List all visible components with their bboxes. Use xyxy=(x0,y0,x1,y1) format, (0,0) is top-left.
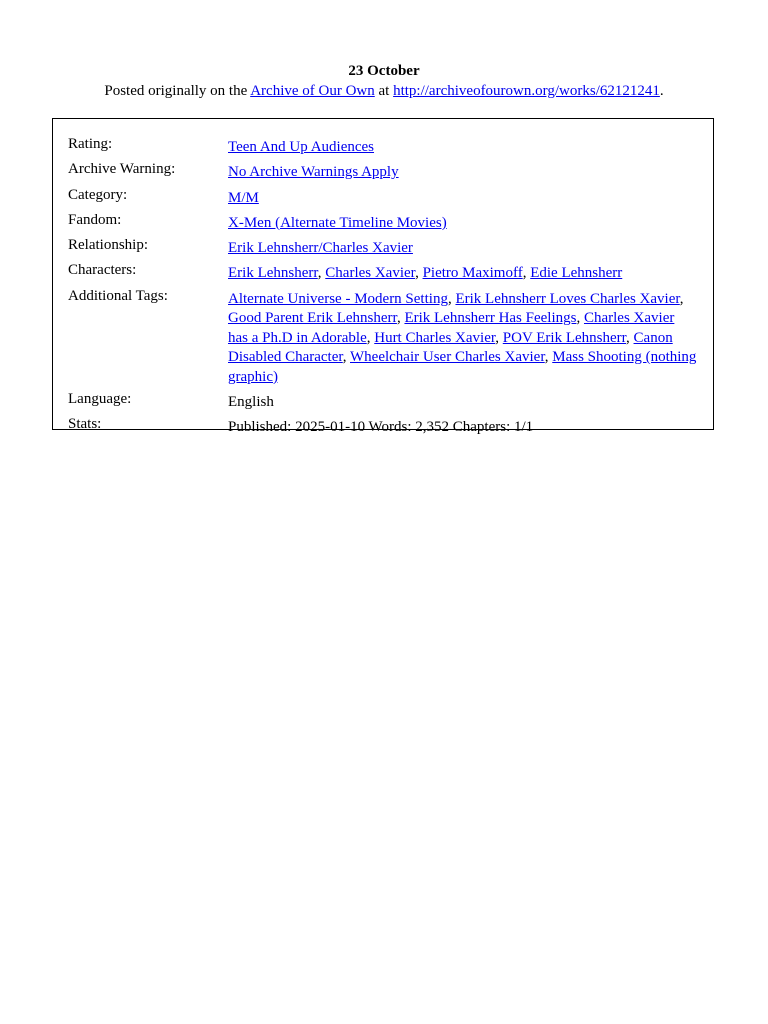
metadata-table xyxy=(68,135,698,441)
character-link[interactable]: Edie Lehnsherr xyxy=(530,265,623,282)
tag-link[interactable]: Hurt Charles Xavier xyxy=(374,329,496,346)
stats-row xyxy=(68,415,698,438)
relationship-label: Relationship: xyxy=(68,237,148,254)
tag-link[interactable]: Good Parent Erik Lehnsherr xyxy=(228,310,397,327)
metadata-box xyxy=(52,118,714,436)
language-label: Language: xyxy=(68,391,132,408)
tags-list xyxy=(228,290,698,388)
fandom-link[interactable]: X-Men (Alternate Timeline Movies) xyxy=(228,214,447,231)
tag-link[interactable]: POV Erik Lehnsherr xyxy=(502,329,627,346)
list-separator: , xyxy=(415,265,423,282)
posted-prefix: Posted originally on the xyxy=(104,83,248,99)
language-value: English xyxy=(228,394,274,411)
category-label: Category: xyxy=(68,186,128,203)
tag-link[interactable]: Canon Disabled Character xyxy=(228,329,673,366)
list-separator: , xyxy=(679,290,684,307)
tag-link[interactable]: Alternate Universe - Modern Setting xyxy=(228,290,448,307)
tag-link[interactable]: Charles Xavier has a Ph.D in Adorable xyxy=(228,310,675,346)
character-link[interactable]: Charles Xavier xyxy=(325,265,416,282)
work-title: 23 October xyxy=(348,63,420,79)
work-header xyxy=(0,61,768,101)
rating-link[interactable]: Teen And Up Audiences xyxy=(228,139,375,155)
archive-link[interactable]: Archive of Our Own xyxy=(250,83,375,99)
character-link[interactable]: Pietro Maximoff xyxy=(422,265,523,282)
list-separator: , xyxy=(544,349,553,366)
tags-row xyxy=(68,287,698,388)
list-separator: , xyxy=(317,265,326,282)
posted-line xyxy=(0,81,768,101)
category-link[interactable]: M/M xyxy=(228,189,259,206)
stats-label: Stats: xyxy=(68,416,102,433)
characters-row xyxy=(68,261,698,284)
list-separator: , xyxy=(447,290,456,307)
characters-list xyxy=(228,264,698,284)
character-link[interactable]: Erik Lehnsherr xyxy=(228,265,318,282)
warning-row xyxy=(68,160,698,183)
tag-link[interactable]: Mass Shooting (nothing graphic) xyxy=(228,349,697,385)
language-row xyxy=(68,390,698,413)
list-separator: , xyxy=(495,329,503,346)
list-separator: , xyxy=(342,349,350,366)
at-text: at xyxy=(378,83,390,99)
tag-link[interactable]: Wheelchair User Charles Xavier xyxy=(350,349,545,366)
list-separator: , xyxy=(522,265,531,282)
warning-link[interactable]: No Archive Warnings Apply xyxy=(228,164,399,181)
relationship-link[interactable]: Erik Lehnsherr/Charles Xavier xyxy=(228,240,413,257)
list-separator: , xyxy=(366,329,375,346)
tag-link[interactable]: Erik Lehnsherr Loves Charles Xavier xyxy=(455,290,680,307)
period: . xyxy=(659,83,664,99)
rating-row xyxy=(68,135,698,158)
warning-label: Archive Warning: xyxy=(68,161,176,178)
stats-value: Published: 2025-01-10 Words: 2,352 Chapters: 1/1 xyxy=(228,419,534,436)
list-separator: , xyxy=(396,310,405,327)
relationship-row xyxy=(68,236,698,259)
fandom-label: Fandom: xyxy=(68,211,122,228)
tag-link[interactable]: Erik Lehnsherr Has Feelings xyxy=(404,310,577,327)
category-row xyxy=(68,186,698,209)
fandom-row xyxy=(68,211,698,234)
work-url-link[interactable]: http://archiveofourown.org/works/62121241 xyxy=(393,83,660,99)
tags-label: Additional Tags: xyxy=(68,287,168,304)
rating-label: Rating: xyxy=(68,136,113,152)
list-separator: , xyxy=(626,329,634,346)
characters-label: Characters: xyxy=(68,262,137,279)
list-separator: , xyxy=(576,310,584,327)
